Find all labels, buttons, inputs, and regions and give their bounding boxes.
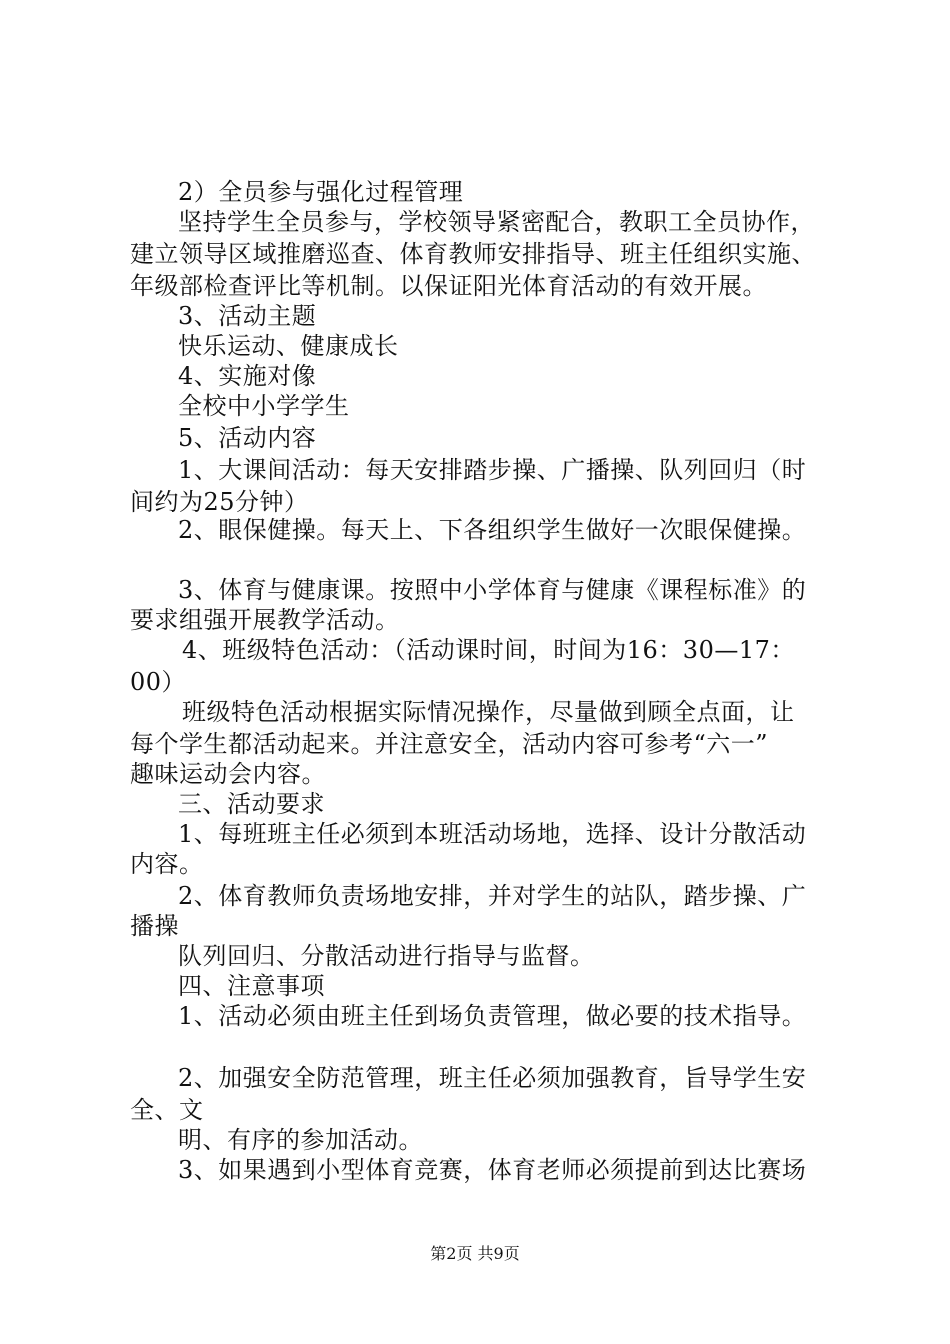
- page-footer: 第2页 共9页: [430, 1244, 520, 1263]
- paragraph-line: 明、有序的参加活动。: [178, 1126, 423, 1154]
- paragraph-line: 2、眼保健操。每天上、下各组织学生做好一次眼保健操。: [178, 516, 807, 544]
- paragraph-line: 队列回归、分散活动进行指导与监督。: [178, 942, 595, 970]
- paragraph-line: 要求组强开展教学活动。: [130, 606, 400, 634]
- paragraph-line: 1、活动必须由班主任到场负责管理，做必要的技术指导。: [178, 1002, 807, 1030]
- paragraph-line: 内容。: [130, 850, 204, 878]
- paragraph-line: 3、如果遇到小型体育竞赛，体育老师必须提前到达比赛场: [178, 1156, 807, 1184]
- subheading-3: 3、活动主题: [178, 302, 317, 330]
- paragraph-line: 班级特色活动根据实际情况操作，尽量做到顾全点面，让: [182, 698, 795, 726]
- paragraph-line: 3、体育与健康课。按照中小学体育与健康《课程标准》的: [178, 576, 807, 604]
- paragraph-line: 2、体育教师负责场地安排，并对学生的站队，踏步操、广: [178, 882, 807, 910]
- paragraph-line: 建立领导区域推磨巡查、体育教师安排指导、班主任组织实施、: [130, 240, 816, 268]
- paragraph-line: 播操: [130, 912, 179, 940]
- paragraph-line: 1、每班班主任必须到本班活动场地，选择、设计分散活动: [178, 820, 807, 848]
- section-heading-4: 四、注意事项: [178, 972, 325, 1000]
- paragraph-line: 1、大课间活动：每天安排踏步操、广播操、队列回归（时: [178, 456, 807, 484]
- paragraph-line: 全校中小学学生: [178, 392, 350, 420]
- paragraph-line: 趣味运动会内容。: [130, 760, 326, 788]
- paragraph-line: 00）: [130, 668, 187, 696]
- paragraph-line: 年级部检查评比等机制。以保证阳光体育活动的有效开展。: [130, 272, 767, 300]
- paragraph-line: 4、班级特色活动：（活动课时间，时间为16：30—17：: [182, 636, 795, 664]
- subheading-5: 5、活动内容: [178, 424, 317, 452]
- subheading-4: 4、实施对像: [178, 362, 317, 390]
- paragraph-line: 间约为25分钟）: [130, 488, 309, 516]
- section-heading-3: 三、活动要求: [178, 790, 325, 818]
- paragraph-line: 2、加强安全防范管理，班主任必须加强教育，旨导学生安: [178, 1064, 807, 1092]
- paragraph-line: 全、文: [130, 1096, 204, 1124]
- paragraph-line: 快乐运动、健康成长: [178, 332, 399, 360]
- paragraph-line: 每个学生都活动起来。并注意安全，活动内容可参考“六一”: [130, 730, 769, 758]
- subheading-2: 2）全员参与强化过程管理: [178, 178, 464, 206]
- paragraph-line: 坚持学生全员参与，学校领导紧密配合，教职工全员协作，: [178, 208, 815, 236]
